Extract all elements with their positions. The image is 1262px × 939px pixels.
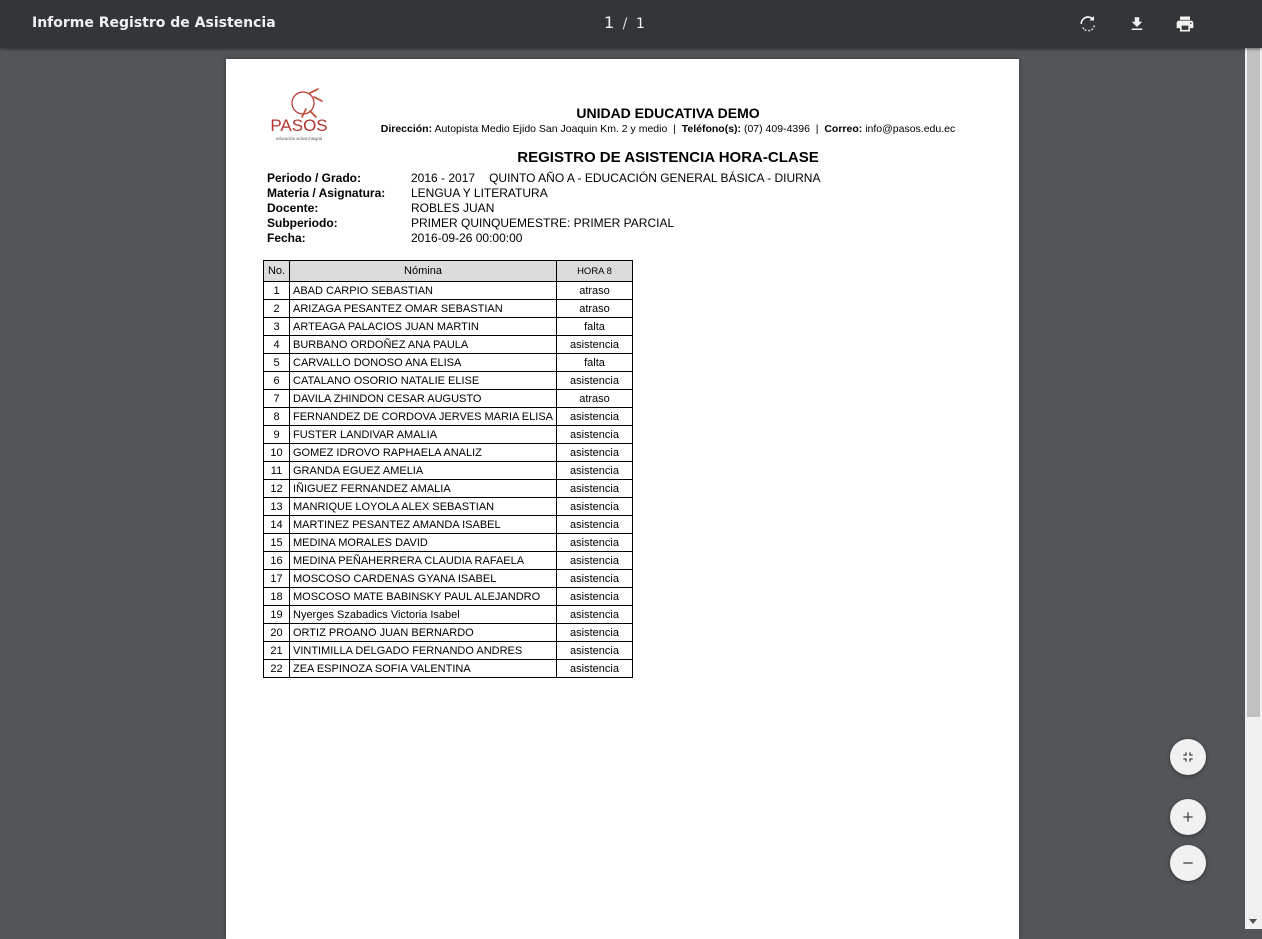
row-number: 11 [264,462,290,480]
info-row-subject [267,186,820,201]
table-row [264,498,633,516]
student-name: FERNANDEZ DE CORDOVA JERVES MARIA ELISA [290,408,557,426]
subperiod-value: PRIMER QUINQUEMESTRE: PRIMER PARCIAL [411,216,675,230]
table-header-row [264,261,633,282]
student-name: DAVILA ZHINDON CESAR AUGUSTO [290,390,557,408]
zoom-in-icon [1180,809,1196,825]
table-row [264,552,633,570]
row-number: 12 [264,480,290,498]
subject-label: Materia / Asignatura: [267,186,386,200]
attendance-status: asistencia [557,534,633,552]
student-name: ARTEAGA PALACIOS JUAN MARTIN [290,318,557,336]
logo-text: PASOS [270,116,328,135]
attendance-status: asistencia [557,426,633,444]
row-number: 17 [264,570,290,588]
student-name: GOMEZ IDROVO RAPHAELA ANALIZ [290,444,557,462]
table-row [264,408,633,426]
email-label: Correo: [824,123,863,135]
student-name: Nyerges Szabadics Victoria Isabel [290,606,557,624]
attendance-status: asistencia [557,588,633,606]
attendance-status: asistencia [557,408,633,426]
vertical-scrollbar[interactable] [1245,0,1262,929]
row-number: 3 [264,318,290,336]
attendance-status: asistencia [557,516,633,534]
table-row [264,318,633,336]
phone-label: Teléfono(s): [681,123,742,135]
teacher-label: Docente: [267,201,319,215]
current-page-input[interactable]: 1 [604,13,615,32]
scroll-thumb[interactable] [1247,14,1260,717]
teacher-value: ROBLES JUAN [411,201,495,215]
student-name: ORTIZ PROANO JUAN BERNARDO [290,624,557,642]
period-label: Periodo / Grado: [267,171,362,185]
row-number: 2 [264,300,290,318]
table-row [264,462,633,480]
table-row [264,660,633,678]
attendance-status: falta [557,354,633,372]
date-value: 2016-09-26 00:00:00 [411,231,523,245]
row-number: 15 [264,534,290,552]
attendance-status: atraso [557,300,633,318]
logo-tagline: educación activa integral [275,136,323,141]
report-title: REGISTRO DE ASISTENCIA HORA-CLASE [517,149,819,166]
table-row [264,606,633,624]
page-indicator [604,13,645,32]
attendance-status: asistencia [557,552,633,570]
row-number: 20 [264,624,290,642]
student-name: FUSTER LANDIVAR AMALIA [290,426,557,444]
row-number: 10 [264,444,290,462]
student-name: CARVALLO DONOSO ANA ELISA [290,354,557,372]
print-icon [1175,14,1195,34]
phone: (07) 409-4396 [743,123,810,135]
school-contact: Dirección: Autopista Medio Ejido San Joaquin Km. 2 y medio | Teléfono(s): (07) 409-4396 | Correo: info@pasos.edu.ec [380,123,956,135]
school-logo [266,87,332,145]
student-name: MANRIQUE LOYOLA ALEX SEBASTIAN [290,498,557,516]
email: info@pasos.edu.ec [865,123,956,135]
row-number: 5 [264,354,290,372]
zoom-in-button[interactable] [1170,799,1206,835]
pdf-page [226,59,1019,939]
table-row [264,570,633,588]
header-hora: HORA 8 [557,261,633,282]
row-number: 1 [264,282,290,300]
download-icon [1128,15,1146,33]
table-row [264,588,633,606]
student-name: MEDINA MORALES DAVID [290,534,557,552]
row-number: 7 [264,390,290,408]
attendance-status: asistencia [557,480,633,498]
report-info [267,171,820,246]
header-no: No. [264,261,290,282]
student-name: ABAD CARPIO SEBASTIAN [290,282,557,300]
scroll-down-arrow-icon[interactable] [1249,919,1257,924]
table-row [264,282,633,300]
row-number: 14 [264,516,290,534]
student-name: MOSCOSO MATE BABINSKY PAUL ALEJANDRO [290,588,557,606]
student-name: MOSCOSO CARDENAS GYANA ISABEL [290,570,557,588]
attendance-status: asistencia [557,660,633,678]
download-button[interactable] [1123,10,1151,38]
table-row [264,426,633,444]
student-name: ZEA ESPINOZA SOFIA VALENTINA [290,660,557,678]
table-row [264,372,633,390]
zoom-out-button[interactable] [1170,845,1206,881]
student-name: ARIZAGA PESANTEZ OMAR SEBASTIAN [290,300,557,318]
table-row [264,354,633,372]
attendance-status: asistencia [557,570,633,588]
address: Autopista Medio Ejido San Joaquin Km. 2 y medio [434,123,668,135]
info-row-subperiod [267,216,820,231]
total-pages: 1 [635,16,645,32]
fit-page-icon [1180,749,1196,765]
attendance-status: asistencia [557,606,633,624]
attendance-status: asistencia [557,624,633,642]
row-number: 16 [264,552,290,570]
table-row [264,480,633,498]
info-row-teacher [267,201,820,216]
student-name: MARTINEZ PESANTEZ AMANDA ISABEL [290,516,557,534]
attendance-status: atraso [557,282,633,300]
student-name: IÑIGUEZ FERNANDEZ AMALIA [290,480,557,498]
table-row [264,534,633,552]
table-row [264,624,633,642]
address-label: Dirección: [380,123,433,135]
student-name: MEDINA PEÑAHERRERA CLAUDIA RAFAELA [290,552,557,570]
row-number: 19 [264,606,290,624]
table-row [264,516,633,534]
row-number: 8 [264,408,290,426]
row-number: 13 [264,498,290,516]
attendance-status: asistencia [557,498,633,516]
attendance-status: falta [557,318,633,336]
student-name: CATALANO OSORIO NATALIE ELISE [290,372,557,390]
row-number: 22 [264,660,290,678]
student-name: GRANDA EGUEZ AMELIA [290,462,557,480]
info-row-period [267,171,820,186]
table-row [264,444,633,462]
subject-value: LENGUA Y LITERATURA [411,186,548,200]
document-title: Informe Registro de Asistencia [32,15,276,31]
pdf-toolbar [0,0,1262,48]
row-number: 18 [264,588,290,606]
attendance-table [263,260,633,678]
rotate-button[interactable] [1074,10,1102,38]
page-separator: / [622,16,628,32]
attendance-status: asistencia [557,462,633,480]
fit-page-button[interactable] [1170,739,1206,775]
table-row [264,390,633,408]
grade-value: QUINTO AÑO A - EDUCACIÓN GENERAL BÁSICA - DIURNA [489,171,821,185]
table-row [264,336,633,354]
row-number: 4 [264,336,290,354]
rotate-icon [1079,15,1097,33]
zoom-out-icon [1180,855,1196,871]
period-value: 2016 - 2017 [411,171,476,185]
attendance-status: asistencia [557,642,633,660]
header-nomina: Nómina [290,261,557,282]
info-row-date [267,231,820,246]
row-number: 6 [264,372,290,390]
student-name: BURBANO ORDOÑEZ ANA PAULA [290,336,557,354]
attendance-status: asistencia [557,372,633,390]
table-row [264,642,633,660]
school-name: UNIDAD EDUCATIVA DEMO [576,105,760,121]
attendance-table-body [264,282,633,678]
row-number: 9 [264,426,290,444]
attendance-status: asistencia [557,444,633,462]
attendance-status: atraso [557,390,633,408]
pasos-logo-icon [266,87,332,145]
row-number: 21 [264,642,290,660]
table-row [264,300,633,318]
subperiod-label: Subperiodo: [267,216,338,230]
student-name: VINTIMILLA DELGADO FERNANDO ANDRES [290,642,557,660]
print-button[interactable] [1171,10,1199,38]
date-label: Fecha: [267,231,306,245]
attendance-status: asistencia [557,336,633,354]
